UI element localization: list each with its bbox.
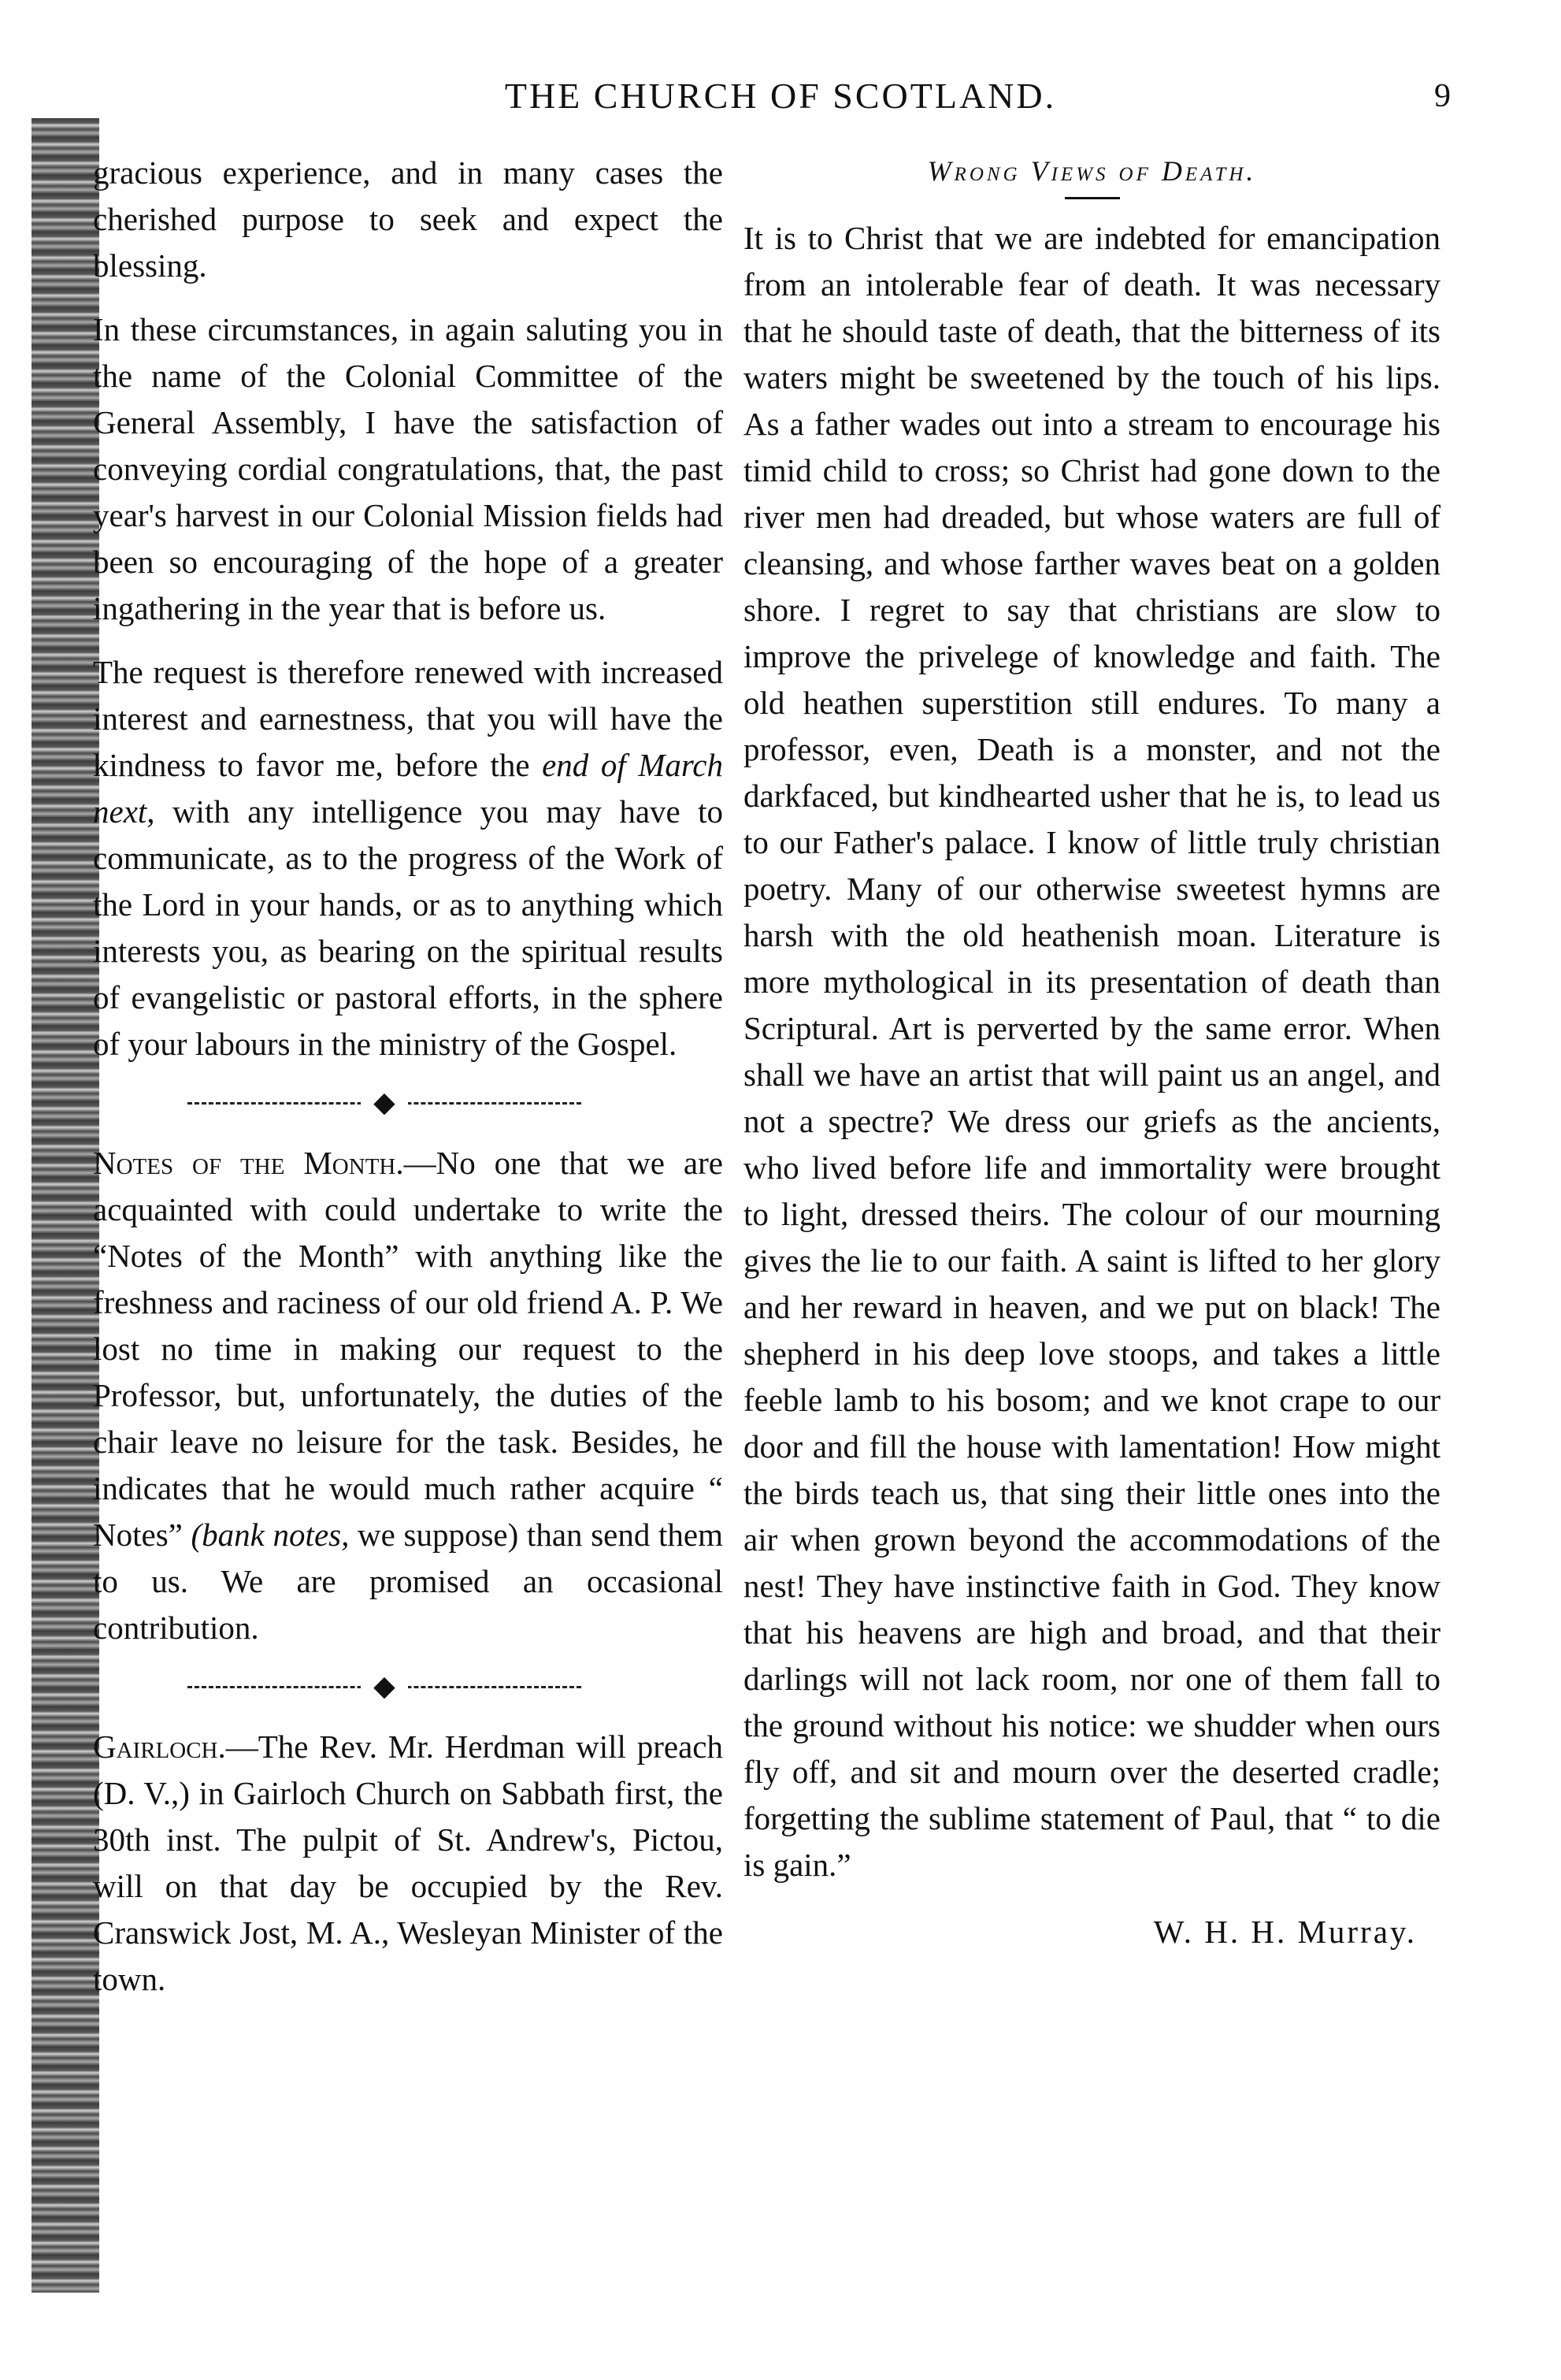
heading-rule [1065,197,1120,199]
gairloch-text: —The Rev. Mr. Herdman will preach (D. V.,) in Gairloch Church on Sabbath first, the 30th inst. The pulpit of St. Andrew's, Pictou, will on that day be occupied by the Rev. Cranswick Jost, M. A., Wesleyan Minister of the town. [93,1728,723,1997]
paragraph-gairloch [93,1724,723,2003]
section-divider [93,1665,723,1706]
paragraph-notes-of-month [93,1140,723,1651]
notes-italic: (bank notes, [191,1517,350,1553]
notes-text-a: —No one that we are acquainted with could undertake to write the “Notes of the Month” with anything like the freshness and raciness of our old friend A. P. We lost no time in making our request to the Professor, but, unfortunately, the duties of the chair leave no leisure for the task. Besides, he indicates that he would much rather acquire “ Notes” [93,1145,723,1553]
page-number: 9 [1434,78,1451,114]
paragraph-gracious-experience: gracious experience, and in many cases the cherished purpose to seek and expect the blessing. [93,154,723,284]
right-column [743,150,1440,1955]
article-body: It is to Christ that we are indebted for emancipation from an intolerable fear of death. It was necessary that he should taste of death, that the bitterness of its waters might be sweetened by the touch of his lips. As a father wades out into a stream to encourage his timid child to cross; so Christ had gone down to the river men had dreaded, but whose waters are full of cleansing, and whose farther waves beat on a golden shore. I regret to say that christians are slow to improve the privelege of knowledge and faith. The old heathen superstition still endures. To many a professor, even, Death is a monster, and not the darkfaced, but kindhearted usher that he is, to lead us to our Father's palace. I know of little truly christian poetry. Many of our otherwise sweetest hymns are harsh with the old heathenish moan. Literature is more mythological in its presentation of death than Scriptural. Art is perverted by the same error. When shall we have an artist that will paint us an angel, and not a spectre? We dress our griefs as the ancients, who lived before life and immortality were brought to light, dressed theirs. The colour of our mourning gives the lie to our faith. A saint is lifted to her glory and her reward in heaven, and we put on black! The shepherd in his deep love stoops, and takes a little feeble lamb to his bosom; and we knot crape to our door and fill the house with lamentation! How might the birds teach us, that sing their little ones into the air when grown beyond the accommodations of the nest! They have instinctive faith in God. They know that his heavens are high and broad, and that their darlings will not lack room, nor one of them fall to the ground without his notice: we shudder when ours fly off, and sit and mourn over the deserted cradle; forgetting the sublime statement of Paul, that “ to die is gain.” [743,220,1440,1883]
request-deadline: end of March next [93,747,724,830]
gairloch-label: Gairloch. [93,1728,226,1765]
notes-label: Notes of the Month. [93,1145,404,1181]
left-column [93,150,723,2003]
running-title: THE CHURCH OF SCOTLAND. [504,76,1057,116]
article-heading: Wrong Views of Death. [927,155,1257,187]
paragraph-request [93,649,723,1067]
divider-ornament-icon: ◆ [361,1085,408,1119]
divider-ornament-icon: ◆ [361,1669,408,1703]
request-text-b: , with any intelligence you may have to communicate, as to the progress of the Work of the Lord in your hands, or as to anything which interests you, as bearing on the spiritual results of evangelistic or pastoral efforts, in the sphere of your labours in the ministry of the Gospel. [93,793,723,1062]
binding-edge [32,118,99,2293]
notes-text-b: we suppose) than send them to us. We are promised an occasional contribution. [93,1517,723,1646]
running-head [0,72,1561,120]
section-divider [93,1082,723,1123]
article-signature: W. H. H. Murray. [1153,1914,1417,1950]
request-text-a: The request is therefore renewed with increased interest and earnestness, that you will have the kindness to favor me, before the [93,654,723,783]
paragraph-salutation: In these circumstances, in again saluting you in the name of the Colonial Committee of the General Assembly, I have the satisfaction of conveying cordial congratulations, that, the past year's harvest in our Colonial Mission fields had been so encouraging of the hope of a greater ingathering in the year that is before us. [93,311,723,626]
